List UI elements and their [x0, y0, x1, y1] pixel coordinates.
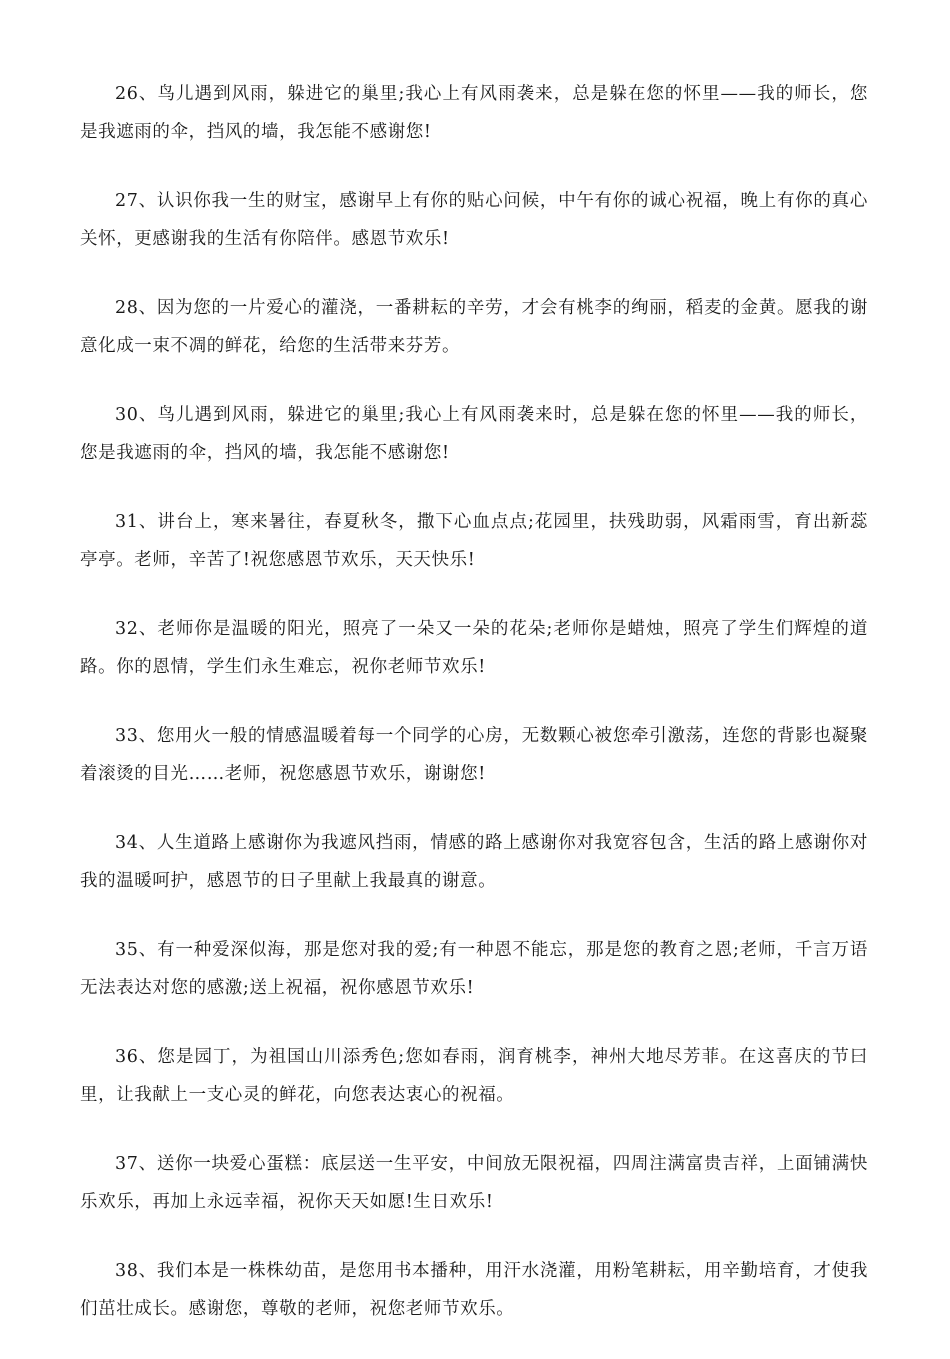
paragraph-31: 31、讲台上，寒来暑往，春夏秋冬，撒下心血点点;花园里，扶残助弱，风霜雨雪，育出新蕊亭亭。老师，辛苦了!祝您感恩节欢乐，天天快乐! — [80, 512, 868, 570]
paragraph-35: 35、有一种爱深似海，那是您对我的爱;有一种恩不能忘，那是您的教育之恩;老师，千言万语无法表达对您的感激;送上祝福，祝你感恩节欢乐! — [80, 940, 868, 998]
paragraph-38: 38、我们本是一株株幼苗，是您用书本播种，用汗水浇灌，用粉笔耕耘，用辛勤培育，才使我们茁壮成长。感谢您，尊敬的老师，祝您老师节欢乐。 — [80, 1261, 868, 1319]
document-page — [80, 75, 868, 1359]
paragraph-34: 34、人生道路上感谢你为我遮风挡雨，情感的路上感谢你对我宽容包含，生活的路上感谢你对我的温暖呵护，感恩节的日子里献上我最真的谢意。 — [80, 833, 868, 891]
paragraph-36: 36、您是园丁，为祖国山川添秀色;您如春雨，润育桃李，神州大地尽芳菲。在这喜庆的节曰里，让我献上一支心灵的鲜花，向您表达衷心的祝福。 — [80, 1047, 868, 1105]
paragraph-32: 32、老师你是温暖的阳光，照亮了一朵又一朵的花朵;老师你是蜡烛，照亮了学生们辉煌的道路。你的恩情，学生们永生难忘，祝你老师节欢乐! — [80, 619, 868, 677]
paragraph-37: 37、送你一块爱心蛋糕：底层送一生平安，中间放无限祝福，四周注满富贵吉祥，上面铺满快乐欢乐，再加上永远幸福，祝你天天如愿!生日欢乐! — [80, 1154, 868, 1212]
paragraph-27: 27、认识你我一生的财宝，感谢早上有你的贴心问候，中午有你的诚心祝福，晚上有你的真心关怀，更感谢我的生活有你陪伴。感恩节欢乐! — [80, 191, 868, 249]
paragraph-28: 28、因为您的一片爱心的灌浇，一番耕耘的辛劳，才会有桃李的绚丽，稻麦的金黄。愿我的谢意化成一束不凋的鲜花，给您的生活带来芬芳。 — [80, 298, 868, 356]
paragraph-30: 30、鸟儿遇到风雨，躲进它的巢里;我心上有风雨袭来时，总是躲在您的怀里——我的师长，您是我遮雨的伞，挡风的墙，我怎能不感谢您! — [80, 405, 868, 463]
paragraph-33: 33、您用火一般的情感温暖着每一个同学的心房，无数颗心被您牵引激荡，连您的背影也凝聚着滚烫的目光……老师，祝您感恩节欢乐，谢谢您! — [80, 726, 868, 784]
paragraph-26: 26、鸟儿遇到风雨，躲进它的巢里;我心上有风雨袭来，总是躲在您的怀里——我的师长，您是我遮雨的伞，挡风的墙，我怎能不感谢您! — [80, 84, 868, 142]
